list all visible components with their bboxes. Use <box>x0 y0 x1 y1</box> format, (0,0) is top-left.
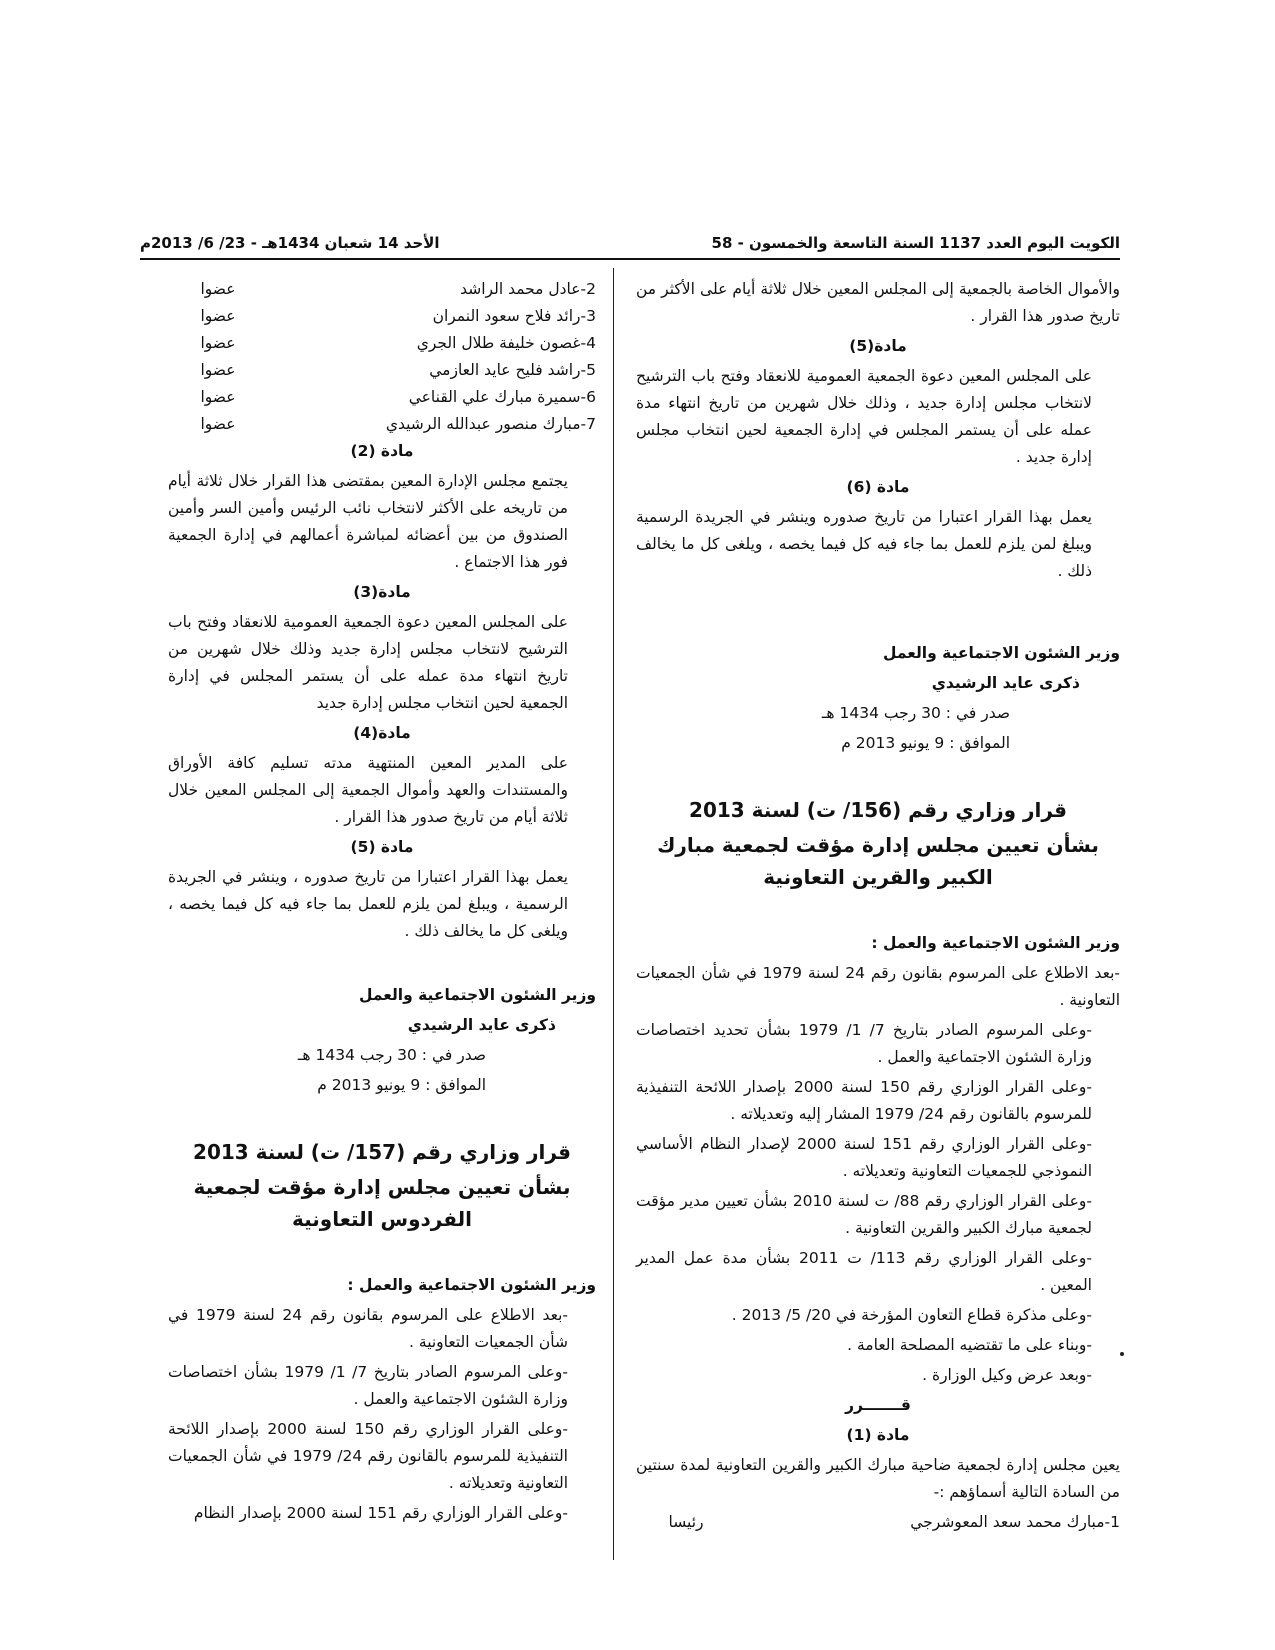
preamble-item: -وعلى المرسوم الصادر بتاريخ 7/ 1/ 1979 بشأن تحديد اختصاصات وزارة الشئون الاجتماعية والعمل . <box>636 1021 1092 1066</box>
preamble-item: -وعلى القرار الوزاري رقم 150 لسنة 2000 بإصدار اللائحة التنفيذية للمرسوم بالقانون رقم 24/ 1979 في شأن الجمعيات التعاونية وتعديلاته . <box>168 1420 568 1492</box>
issued-date: صدر في : 30 رجب 1434 هـ <box>821 704 1010 722</box>
article-heading: مادة (1) <box>846 1426 910 1444</box>
decree-title: قرار وزاري رقم (157/ ت) لسنة 2013 <box>193 1140 571 1164</box>
article-heading: مادة (2) <box>350 442 414 460</box>
member-role: عضوا <box>200 415 236 433</box>
member-row <box>168 384 596 411</box>
member-name: 7-مبارك منصور عبدالله الرشيدي <box>385 415 596 433</box>
article-text: على المجلس المعين دعوة الجمعية العمومية للانعقاد وفتح باب الترشيح لانتخاب مجلس إدارة جديد وذلك خلال شهرين من تاريخ انتهاء مدة عمله على أن يستمر المجلس في إدارة الجمعية لحين انتخاب مجلس إدارة جديد <box>168 613 568 712</box>
member-row <box>168 357 596 384</box>
member-role: عضوا <box>200 361 236 379</box>
member-name: 4-غصون خليفة طلال الجري <box>416 334 596 352</box>
article-text: يجتمع مجلس الإدارة المعين بمقتضى هذا القرار خلال ثلاثة أيام من تاريخه على الأكثر لانتخاب نائب الرئيس وأمين السر وأمين الصندوق من بين أعضائه لمباشرة أعمالهم في إدارة الجمعية فور هذا الاجتماع . <box>168 472 568 571</box>
signature-name: ذكرى عايد الرشيدي <box>407 1016 556 1034</box>
article-heading: مادة(4) <box>353 724 411 742</box>
preamble-item: -وعلى المرسوم الصادر بتاريخ 7/ 1/ 1979 بشأن اختصاصات وزارة الشئون الاجتماعية والعمل . <box>168 1363 569 1408</box>
preamble-item: -بعد الاطلاع على المرسوم بقانون رقم 24 لسنة 1979 في شأن الجمعيات التعاونية . <box>168 1306 568 1351</box>
article-heading: مادة (5) <box>350 838 414 856</box>
minister-line: وزير الشئون الاجتماعية والعمل : <box>347 1276 596 1294</box>
signature-name: ذكرى عايد الرشيدي <box>931 674 1080 692</box>
member-row <box>168 303 596 330</box>
member-name: 5-راشد فليح عايد العازمي <box>429 361 596 379</box>
right-column <box>636 276 1120 1536</box>
member-row <box>636 1509 1120 1536</box>
preamble-item: -وعلى القرار الوزاري رقم 88/ ت لسنة 2010 بشأن تعيين مدير مؤقت لجمعية مبارك الكبير والقرين التعاونية . <box>636 1192 1092 1237</box>
article-text: على المدير المعين المنتهية مدته تسليم كافة الأوراق والمستندات والعهد وأموال الجمعية إلى المجلس المعين خلال ثلاثة أيام من تاريخ صدور هذا القرار . <box>168 754 568 826</box>
column-divider <box>613 268 614 1560</box>
preamble-item: -بعد الاطلاع على المرسوم بقانون رقم 24 لسنة 1979 في شأن الجمعيات التعاونية . <box>636 964 1120 1009</box>
issued-gregorian: الموافق : 9 يونيو 2013 م <box>317 1076 486 1094</box>
issued-gregorian: الموافق : 9 يونيو 2013 م <box>841 734 1010 752</box>
preamble-item: -وعلى القرار الوزاري رقم 151 لسنة 2000 لإصدار النظام الأساسي النموذجي للجمعيات التعاونية وتعديلاته . <box>636 1135 1092 1180</box>
member-row <box>168 411 596 438</box>
header-publication: الكويت اليوم العدد 1137 السنة التاسعة والخمسون - 58 <box>711 234 1120 252</box>
member-name: 3-رائد فلاح سعود النمران <box>432 307 596 325</box>
issued-date: صدر في : 30 رجب 1434 هـ <box>297 1046 486 1064</box>
signature-title: وزير الشئون الاجتماعية والعمل <box>882 644 1120 662</box>
scan-speck <box>1120 1352 1124 1356</box>
preamble-item: -وعلى القرار الوزاري رقم 113/ ت 2011 بشأن مدة عمل المدير المعين . <box>636 1249 1092 1294</box>
member-row <box>168 330 596 357</box>
member-role: عضوا <box>200 334 236 352</box>
decree-subject: بشأن تعيين مجلس إدارة مؤقت لجمعية مبارك الكبير والقرين التعاونية <box>657 833 1099 889</box>
member-role: عضوا <box>200 388 236 406</box>
minister-line: وزير الشئون الاجتماعية والعمل : <box>871 934 1120 952</box>
preamble-item: -وبعد عرض وكيل الوزارة . <box>922 1366 1092 1384</box>
preamble-item: -وعلى القرار الوزاري رقم 150 لسنة 2000 بإصدار اللائحة التنفيذية للمرسوم بالقانون رقم 24/ 1979 المشار إليه وتعديلاته . <box>636 1078 1092 1123</box>
article-text: على المجلس المعين دعوة الجمعية العمومية للانعقاد وفتح باب الترشيح لانتخاب مجلس إدارة جديد ، وذلك خلال شهرين من تاريخ انتهاء مدة عمله على أن يستمر المجلس في إدارة الجمعية لحين انتخاب مجلس إدارة جديد . <box>636 367 1092 466</box>
left-column <box>168 276 596 1530</box>
article-text: يعمل بهذا القرار اعتبارا من تاريخ صدوره ، وينشر في الجريدة الرسمية ، ويبلغ لمن يلزم للعمل بما جاء فيه كل فيما يخصه ، ويلغى كل ما يخالف ذلك . <box>168 868 568 940</box>
article-heading: مادة(3) <box>353 583 411 601</box>
preamble-item: -وعلى القرار الوزاري رقم 151 لسنة 2000 بإصدار النظام <box>193 1504 568 1522</box>
page-header <box>140 232 1120 260</box>
signature-title: وزير الشئون الاجتماعية والعمل <box>358 986 596 1004</box>
member-role: رئيسا <box>668 1513 704 1531</box>
member-row <box>168 276 596 303</box>
member-role: عضوا <box>200 280 236 298</box>
member-name: 6-سميرة مبارك علي القناعي <box>408 388 596 406</box>
member-name: 2-عادل محمد الراشد <box>460 280 596 298</box>
article-heading: مادة(5) <box>849 337 907 355</box>
header-date: الأحد 14 شعبان 1434هـ - 23/ 6/ 2013م <box>140 234 440 252</box>
decides-heading: قـــــــرر <box>845 1396 911 1414</box>
decree-subject: بشأن تعيين مجلس إدارة مؤقت لجمعية الفردوس التعاونية <box>193 1175 571 1231</box>
article-text: يعمل بهذا القرار اعتبارا من تاريخ صدوره وينشر في الجريدة الرسمية ويبلغ لمن يلزم للعمل بما جاء فيه كل فيما يخصه ، ويلغى كل ما يخالف ذلك . <box>636 508 1092 580</box>
article-text: يعين مجلس إدارة لجمعية ضاحية مبارك الكبير والقرين التعاونية لمدة سنتين من السادة التالية أسماؤهم :- <box>636 1456 1120 1501</box>
preamble-item: -وبناء على ما تقتضيه المصلحة العامة . <box>847 1336 1092 1354</box>
decree-title: قرار وزاري رقم (156/ ت) لسنة 2013 <box>689 798 1067 822</box>
member-role: عضوا <box>200 307 236 325</box>
article-heading: مادة (6) <box>846 478 910 496</box>
preamble-item: -وعلى مذكرة قطاع التعاون المؤرخة في 20/ 5/ 2013 . <box>731 1306 1092 1324</box>
member-name: 1-مبارك محمد سعد المعوشرجي <box>910 1513 1120 1531</box>
continued-paragraph: والأموال الخاصة بالجمعية إلى المجلس المعين خلال ثلاثة أيام على الأكثر من تاريخ صدور هذا القرار . <box>636 280 1120 325</box>
